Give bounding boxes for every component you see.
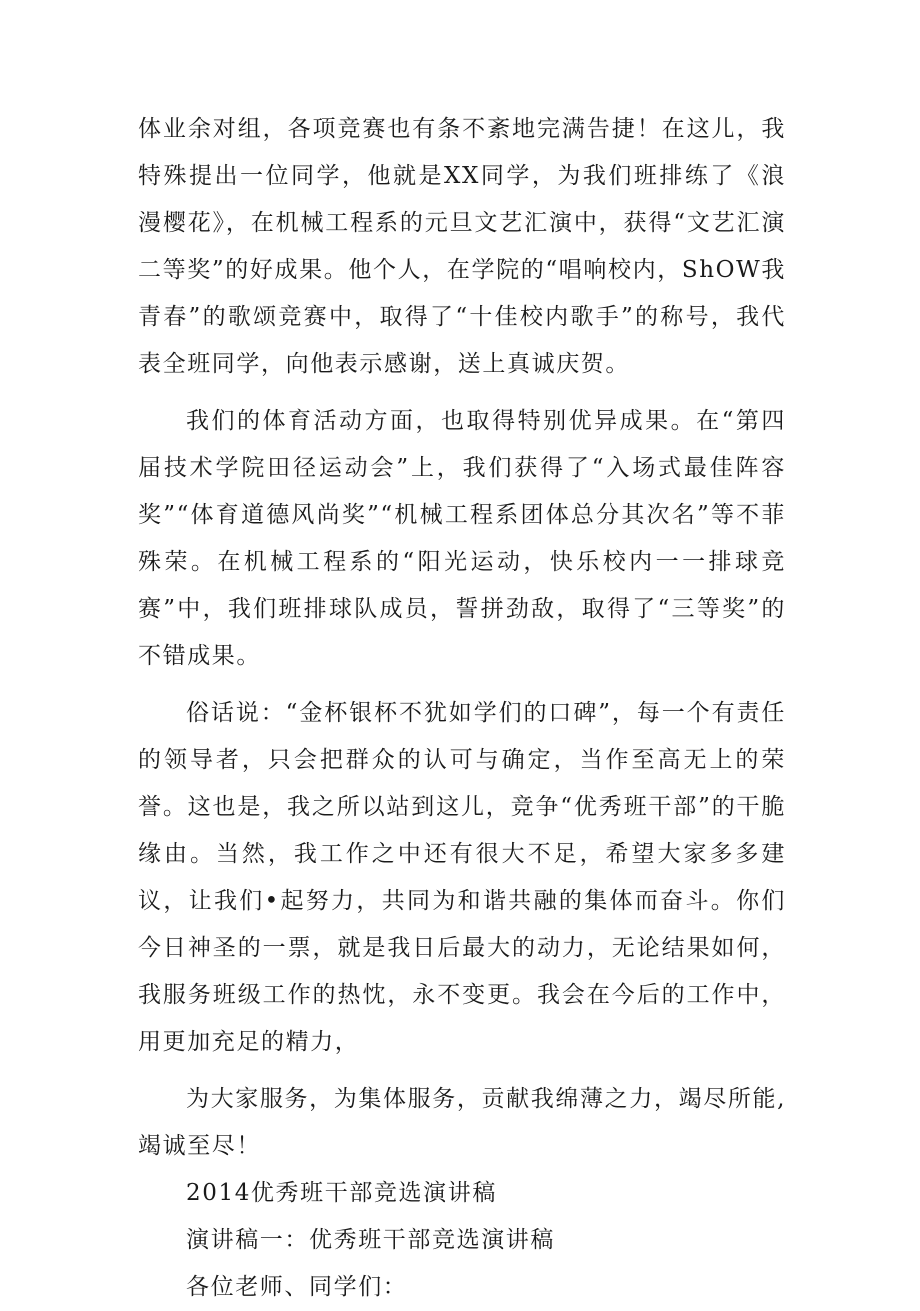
speech-subtitle: 演讲稿一：优秀班干部竞选演讲稿 xyxy=(186,1227,555,1253)
paragraph-closing: 为大家服务，为集体服务，贡献我绵薄之力，竭尽所能,竭诚至尽！ xyxy=(138,1086,786,1159)
paragraph-continuation: 体业余对组，各项竞赛也有条不紊地完满告捷！在这儿，我特殊提出一位同学，他就是XX同学，为我们班排练了《浪漫樱花》，在机械工程系的元旦文艺汇演中，获得“文艺汇演二等奖”的好成果。他个人，在学院的“唱响校内，ShOW我青春”的歌颂竞赛中，取得了“十佳校内歌手”的称号，我代表全班同学，向他表示感谢，送上真诚庆贺。 xyxy=(138,116,786,377)
speech-title: 2014优秀班干部竞选演讲稿 xyxy=(186,1180,497,1206)
paragraph-sports: 我们的体育活动方面，也取得特别优异成果。在“第四届技术学院田径运动会”上，我们获得了“入场式最佳阵容奖”“体育道德风尚奖”“机械工程系团体总分其次名”等不菲殊荣。在机械工程系的“阳光运动，快乐校内一一排球竞赛”中，我们班排球队成员，誓拼劲敌，取得了“三等奖”的不错成果。 xyxy=(138,408,786,669)
paragraph-proverb: 俗话说：“金杯银杯不犹如学们的口碑”，每一个有责任的领导者，只会把群众的认可与确定，当作至高无上的荣誉。这也是，我之所以站到这儿，竞争“优秀班干部”的干脆缘由。当然，我工作之中还有很大不足，希望大家多多建议，让我们•起努力，共同为和谐共融的集体而奋斗。你们今日神圣的一票，就是我日后最大的动力，无论结果如何，我服务班级工作的热忱，永不变更。我会在今后的工作中，用更加充足的精力， xyxy=(138,700,786,1055)
document-page xyxy=(138,106,786,1311)
salutation: 各位老师、同学们： xyxy=(186,1274,408,1300)
